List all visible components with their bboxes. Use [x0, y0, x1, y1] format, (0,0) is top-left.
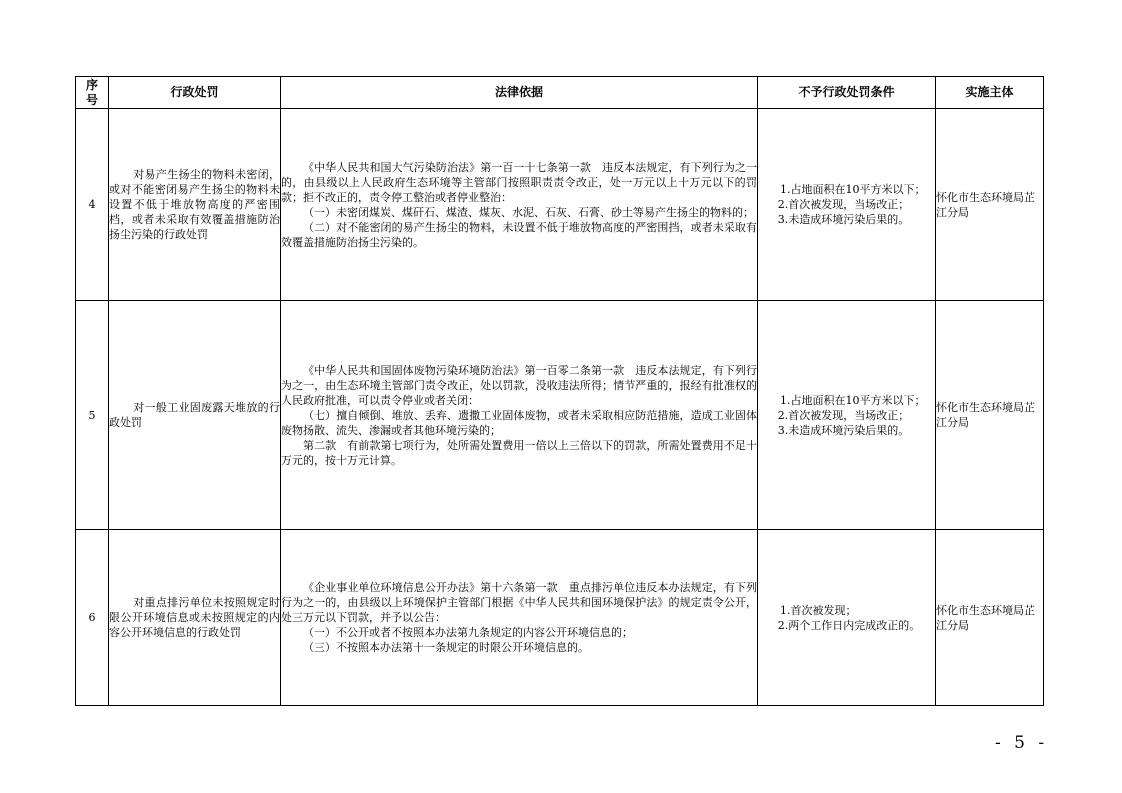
table-row [76, 301, 1044, 530]
header-basis: 法律依据 [281, 77, 758, 109]
exemption-item: 1.占地面积在10平方米以下； [780, 393, 926, 407]
row-authority: 怀化市生态环境局芷江分局 [936, 301, 1044, 530]
header-penalty: 行政处罚 [109, 77, 281, 109]
row-seq: 6 [76, 530, 109, 706]
row-penalty [109, 109, 281, 301]
row-basis [281, 109, 758, 301]
basis-paragraph: （一）不公开或者不按照本办法第九条规定的内容公开环境信息的； [303, 626, 633, 639]
row-seq: 4 [76, 109, 109, 301]
row-authority: 怀化市生态环境局芷江分局 [936, 109, 1044, 301]
exemption-item: 1.占地面积在10平方米以下； [780, 183, 926, 196]
basis-paragraph: 《中华人民共和国固体废物污染环境防治法》第一百零二条第一款 违反本法规定，有下列行为之一，由生态环境主管部门责令改正，处以罚款，没收违法所得；情节严重的，报经有批准权的人民政府批准，可以责令停业或者关闭： [281, 363, 757, 407]
row-basis [281, 530, 758, 706]
row-exemption [758, 109, 936, 301]
exemption-item: 2.两个工作日内完成改正的。 [777, 618, 921, 632]
penalty-table [75, 76, 1044, 706]
table-row [76, 530, 1044, 706]
row-penalty [109, 530, 281, 706]
basis-paragraph: （七）擅自倾倒、堆放、丢弃、遗撒工业固体废物，或者未采取相应防范措施，造成工业固体废物扬散、流失、渗漏或者其他环境污染的； [281, 408, 757, 437]
table-header-row [76, 77, 1044, 109]
header-exemption: 不予行政处罚条件 [758, 77, 936, 109]
exemption-item: 3.未造成环境污染后果的。 [777, 213, 910, 226]
header-authority: 实施主体 [936, 77, 1044, 109]
page-number: - 5 - [995, 733, 1049, 753]
penalty-text: 对一般工业固废露天堆放的行政处罚 [109, 401, 280, 429]
exemption-item: 1.首次被发现； [780, 603, 857, 617]
basis-paragraph: （一）未密闭煤炭、煤矸石、煤渣、煤灰、水泥、石灰、石膏、砂土等易产生扬尘的物料的； [303, 205, 754, 219]
row-basis [281, 301, 758, 530]
row-authority: 怀化市生态环境局芷江分局 [936, 530, 1044, 706]
exemption-item: 3.未造成环境污染后果的。 [777, 423, 910, 437]
penalty-text: 对重点排污单位未按照规定时限公开环境信息或未按照规定的内容公开环境信息的行政处罚 [109, 596, 280, 639]
row-penalty [109, 301, 281, 530]
header-seq: 序 号 [76, 77, 109, 109]
exemption-item: 2.首次被发现，当场改正； [777, 408, 910, 422]
basis-paragraph: 第二款 有前款第七项行为，处所需处置费用一倍以上三倍以下的罚款，所需处置费用不足十万元的，按十万元计算。 [281, 438, 757, 467]
row-exemption [758, 301, 936, 530]
basis-paragraph: 《企业事业单位环境信息公开办法》第十六条第一款 重点排污单位违反本办法规定，有下列行为之一的，由县级以上环境保护主管部门根据《中华人民共和国环境保护法》的规定责令公开，处三万元以下罚款，并予以公告： [281, 581, 757, 624]
row-seq: 5 [76, 301, 109, 530]
table-row [76, 109, 1044, 301]
row-exemption [758, 530, 936, 706]
basis-paragraph: （二）对不能密闭的易产生扬尘的物料，未设置不低于堆放物高度的严密围挡，或者未采取有效覆盖措施防治扬尘污染的。 [281, 220, 757, 249]
basis-paragraph: （三）不按照本办法第十一条规定的时限公开环境信息的。 [303, 641, 589, 654]
penalty-text: 对易产生扬尘的物料未密闭，或对不能密闭易产生扬尘的物料未设置不低于堆放物高度的严密围档，或者未采取有效覆盖措施防治扬尘污染的行政处罚 [109, 168, 280, 241]
basis-paragraph: 《中华人民共和国大气污染防治法》第一百一十七条第一款 违反本法规定，有下列行为之一的，由县级以上人民政府生态环境等主管部门按照职责责令改正，处一万元以上十万元以下的罚款；拒不改正的，责令停工整治或者停业整治： [281, 160, 757, 204]
exemption-item: 2.首次被发现，当场改正； [777, 198, 910, 211]
